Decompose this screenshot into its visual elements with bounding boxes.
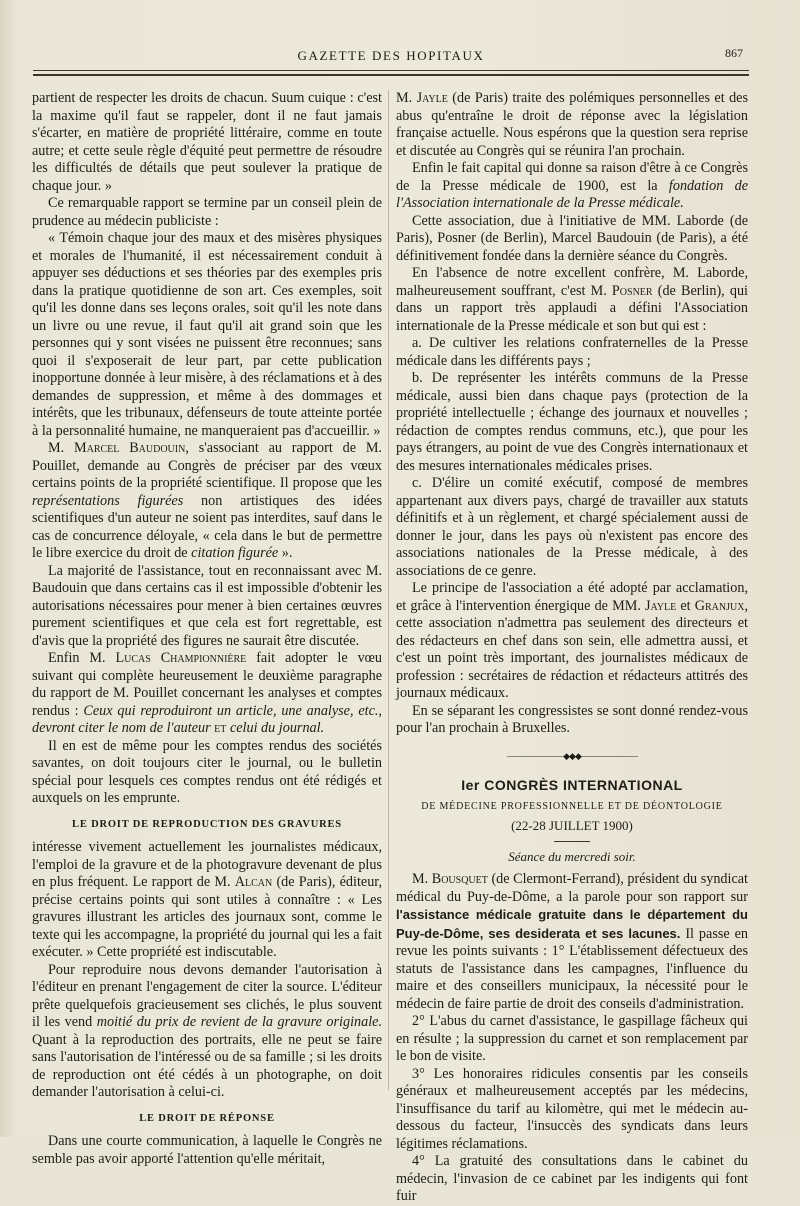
paragraph: M. Jayle (de Paris) traite des polémiques personnelles et des abus qu'entraîne le droit de réponse avec la législation française actuelle. Nous espérons que la question sera reprise et discutée au Congrès qui se réunira l'an prochain. xyxy=(396,90,748,159)
congress-subtitle: DE MÉDECINE PROFESSIONNELLE ET DE DÉONTOLOGIE xyxy=(421,800,723,812)
paragraph: 3° Les honoraires ridicules consentis par les conseils généraux et malheureusement acceptés par les médecins, l'insuffisance du tarif au kilomètre, qui met le médecin au-dessous du facteur, l'insuccès des syndicats dans leurs légitimes réclamations. xyxy=(396,1065,748,1152)
paragraph: En se séparant les congressistes se sont donné rendez-vous pour l'an prochain à Bruxelles. xyxy=(396,702,748,736)
paragraph: Ce remarquable rapport se termine par un conseil plein de prudence au médecin publiciste : xyxy=(32,195,382,229)
paragraph: 2° L'abus du carnet d'assistance, le gaspillage fâcheux qui en résulte ; la suppression du carnet et son remplacement par le bon de visite. xyxy=(396,1013,748,1064)
ornament-rule: ———————◆◆◆——————— xyxy=(507,750,637,761)
session-title: Séance du mercredi soir. xyxy=(508,848,636,864)
paragraph: « Témoin chaque jour des maux et des misères physiques et morales de l'humanité, il est nécessairement conduit à appuyer ses déductions et ses théories par des exemples pris dans la pratique quotidienne de son art. Ces exemples, soit qu'il les donne dans ses leçons orales, soit qu'il les note dans un livre ou une revue, il faut qu'il ait grand soin que les personnes qui y sont visées ne puissent être reconnues; sans quoi il s'exposerait de leur part, par cette publication inopportune donnée à leur misère, à des réclamations et à des demandes de suppression, et même à des dommages et intérêts, que les tribunaux, défenseurs de toute atteinte portée à la personnalité humaine, ne manqueraient pas d'accueillir. » xyxy=(32,230,382,439)
right-column xyxy=(396,90,748,1206)
author-name: Bousquet xyxy=(431,871,488,887)
paragraph: Cette association, due à l'initiative de MM. Laborde (de Paris), Posner (de Berlin), Marcel Baudouin (de Paris), a été définitivement fondée dans la dernière séance du Congrès. xyxy=(396,212,748,264)
left-column xyxy=(32,90,382,1168)
author-name: Posner xyxy=(611,282,653,299)
congress-heading xyxy=(396,777,748,835)
paragraph: Enfin M. Lucas Championnière fait adopter le vœu suivant qui complète heureusement le deuxième paragraphe du rapport de M. Pouillet concernant les analyses et comptes rendus : Ceux qui reproduiront un article, une analyse, etc., devront citer le nom de l'auteur et celui du journal. xyxy=(32,650,382,736)
paragraph: Le principe de l'association a été adopté par acclamation, et grâce à l'intervention énergique de MM. Jayle et Granjux, cette association n'admettra pas seulement des directeurs et des rédacteurs en chef dans son sein, elle admettra aussi, et c'est un point très important, des journalistes médicaux de profession : secrétaires de rédaction et rédacteurs attitrés des journaux médicaux. xyxy=(396,580,748,701)
section-heading: LE DROIT DE REPRODUCTION DES GRAVURES xyxy=(72,818,342,830)
header-rule-thin xyxy=(33,70,749,71)
paragraph: Pour reproduire nous devons demander l'autorisation à l'éditeur en prenant l'engagement de citer la source. L'éditeur prête quelquefois gracieusement ses clichés, le plus souvent il les vend moitié du prix de revient de la gravure originale. Quant à la reproduction des portraits, elle ne peut se faire sans l'autorisation de l'intéressé ou de sa famille ; si les droits de reproduction ont été cédés à un photographe, on doit demander l'autorisation à celui-ci. xyxy=(32,961,382,1100)
section-heading: LE DROIT DE RÉPONSE xyxy=(139,1112,275,1124)
paragraph: La majorité de l'assistance, tout en reconnaissant avec M. Baudouin que dans certains cas il est impossible d'obtenir les autorisations nécessaires pour mener à bien certaines œuvres purement scientifiques et que cela est fort regrettable, est d'avis que la propriété des figures ne saurait être discutée. xyxy=(32,562,382,649)
list-item: a. De cultiver les relations confraternelles de la Presse médicale dans les différents pays ; xyxy=(396,335,748,369)
congress-dates: (22-28 JUILLET 1900) xyxy=(511,818,633,833)
author-name: Granjux xyxy=(694,597,745,614)
paragraph: En l'absence de notre excellent confrère, M. Laborde, malheureusement souffrant, c'est M. Posner (de Berlin), qui dans un rapport très applaudi a défini l'Association internationale de la Presse médicale et son but qui est : xyxy=(396,265,748,334)
list-item: b. De représenter les intérêts communs de la Presse médicale, aussi bien dans chaque pays (protection de la propriété intellectuelle ; échange des journaux et nouvelles ; rédaction de comptes rendus communs, etc.), que pour les pays étrangers, au point de vue des Congrès internationaux et des mesures internationales médicales prises. xyxy=(396,370,748,474)
short-rule xyxy=(554,841,590,842)
paragraph: 4° La gratuité des consultations dans le cabinet du médecin, l'invasion de ce cabinet par les indigents qui font fuir xyxy=(396,1153,748,1204)
paragraph: Dans une courte communication, à laquelle le Congrès ne semble pas avoir apporté l'attention qu'elle méritait, xyxy=(32,1133,382,1167)
paragraph: M. Bousquet (de Clermont-Ferrand), président du syndicat médical du Puy-de-Dôme, a la parole pour son rapport sur l'assistance médicale gratuite dans le département du Puy-de-Dôme, ses desiderata et ses lacunes. Il passe en revue les points suivants : 1° L'établissement défectueux des statuts de l'assistance dans les campagnes, l'influence du maire et des conseillers municipaux, la nécessité pour le médecin de faire partie de droit des conseils d'administration. xyxy=(396,871,748,1012)
page-header xyxy=(33,36,749,84)
author-name: Jayle xyxy=(416,90,448,106)
author-name: Jayle xyxy=(644,597,677,614)
paragraph: Enfin le fait capital qui donne sa raison d'être à ce Congrès de la Presse médicale de 1900, est la fondation de l'Association internationale de la Presse médicale. xyxy=(396,160,748,211)
author-name: Marcel Baudouin xyxy=(73,440,186,456)
page-number: 867 xyxy=(725,46,743,60)
paragraph: M. Marcel Baudouin, s'associant au rapport de M. Pouillet, demande au Congrès de préciser par des vœux certains points de la propriété scientifique. Il propose que les représentations figurées non artistiques des idées scientifiques d'un auteur ne soient pas interdites, sauf dans le cas de concurrence déloyale, « cela dans le but de permettre le libre exercice du droit de citation figurée ». xyxy=(32,440,382,561)
author-name: Lucas Championnière xyxy=(115,650,247,666)
author-name: Alcan xyxy=(234,874,273,890)
paragraph: partient de respecter les droits de chacun. Suum cuique : c'est la maxime qu'il faut se rappeler, dont il ne faut jamais s'écarter, en matière de propriété littéraire, comme en toute autre; et cette seule règle d'équité peut permettre de résoudre les difficultés de détails que peut soulever la pratique de chaque jour. » xyxy=(32,90,382,194)
header-rule-thick xyxy=(33,74,749,76)
congress-title: Ier CONGRÈS INTERNATIONAL xyxy=(461,777,683,793)
report-title: l'assistance médicale gratuite dans le département du Puy-de-Dôme, ses desiderata et ses lacunes. xyxy=(396,907,748,941)
paragraph: Il en est de même pour les comptes rendus des sociétés savantes, on doit toujours citer le journal, ou le bulletin spécial pour lesquels ces comptes rendus ont été rédigés et auxquels on les emprunte. xyxy=(32,737,382,806)
journal-title: GAZETTE DES HOPITAUX xyxy=(297,48,485,63)
column-divider xyxy=(388,90,389,1090)
list-item: c. D'élire un comité exécutif, composé de membres appartenant aux divers pays, chargé de travailler aux statuts définitifs et à un règlement, et chargé spécialement aussi de donner le jour, dans les pays où n'existent pas encore des associations nationales de la Presse médicale, à des associations de ce genre. xyxy=(396,475,748,579)
paragraph: intéresse vivement actuellement les journalistes médicaux, l'emploi de la gravure et de la photogravure devenant de plus en plus fréquent. Le rapport de M. Alcan (de Paris), éditeur, précise certains points qui sont utiles à connaître : « Les gravures illustrant les articles des journaux sont, comme le texte qui les accompagne, la propriété du journal qui les a fait exécuter. » Cette propriété est indiscutable. xyxy=(32,839,382,960)
